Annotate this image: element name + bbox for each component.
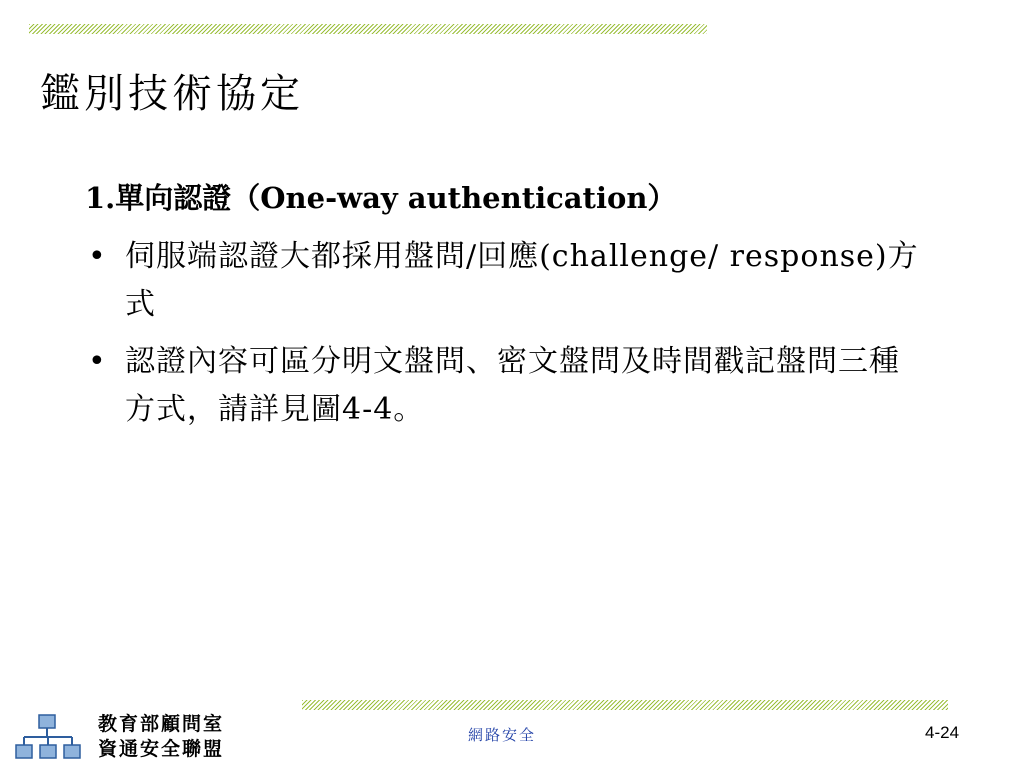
page-number: 4-24 bbox=[925, 723, 960, 742]
top-decorative-band bbox=[29, 24, 707, 34]
section-heading: 1.單向認證（One-way authentication） bbox=[85, 181, 677, 215]
bullet-symbol: • bbox=[88, 344, 106, 379]
bullet-symbol: • bbox=[88, 239, 106, 274]
bullet-text: 伺服端認證大都採用盤問/回應(challenge/ response)方式 bbox=[125, 239, 919, 322]
footer-logo bbox=[14, 710, 225, 764]
logo-line-2: 資通安全聯盟 bbox=[98, 738, 225, 760]
slide-title: 鑑別技術協定 bbox=[40, 71, 304, 117]
logo-text bbox=[98, 712, 224, 762]
footer-course-title: 網路安全 bbox=[468, 726, 537, 744]
bullet-text: 認證內容可區分明文盤問、密文盤問及時間戳記盤問三種方式，請詳見圖4-4。 bbox=[125, 344, 900, 427]
bottom-decorative-band bbox=[302, 700, 948, 710]
network-icon bbox=[14, 712, 86, 764]
logo-line-1: 教育部顧問室 bbox=[98, 713, 225, 735]
